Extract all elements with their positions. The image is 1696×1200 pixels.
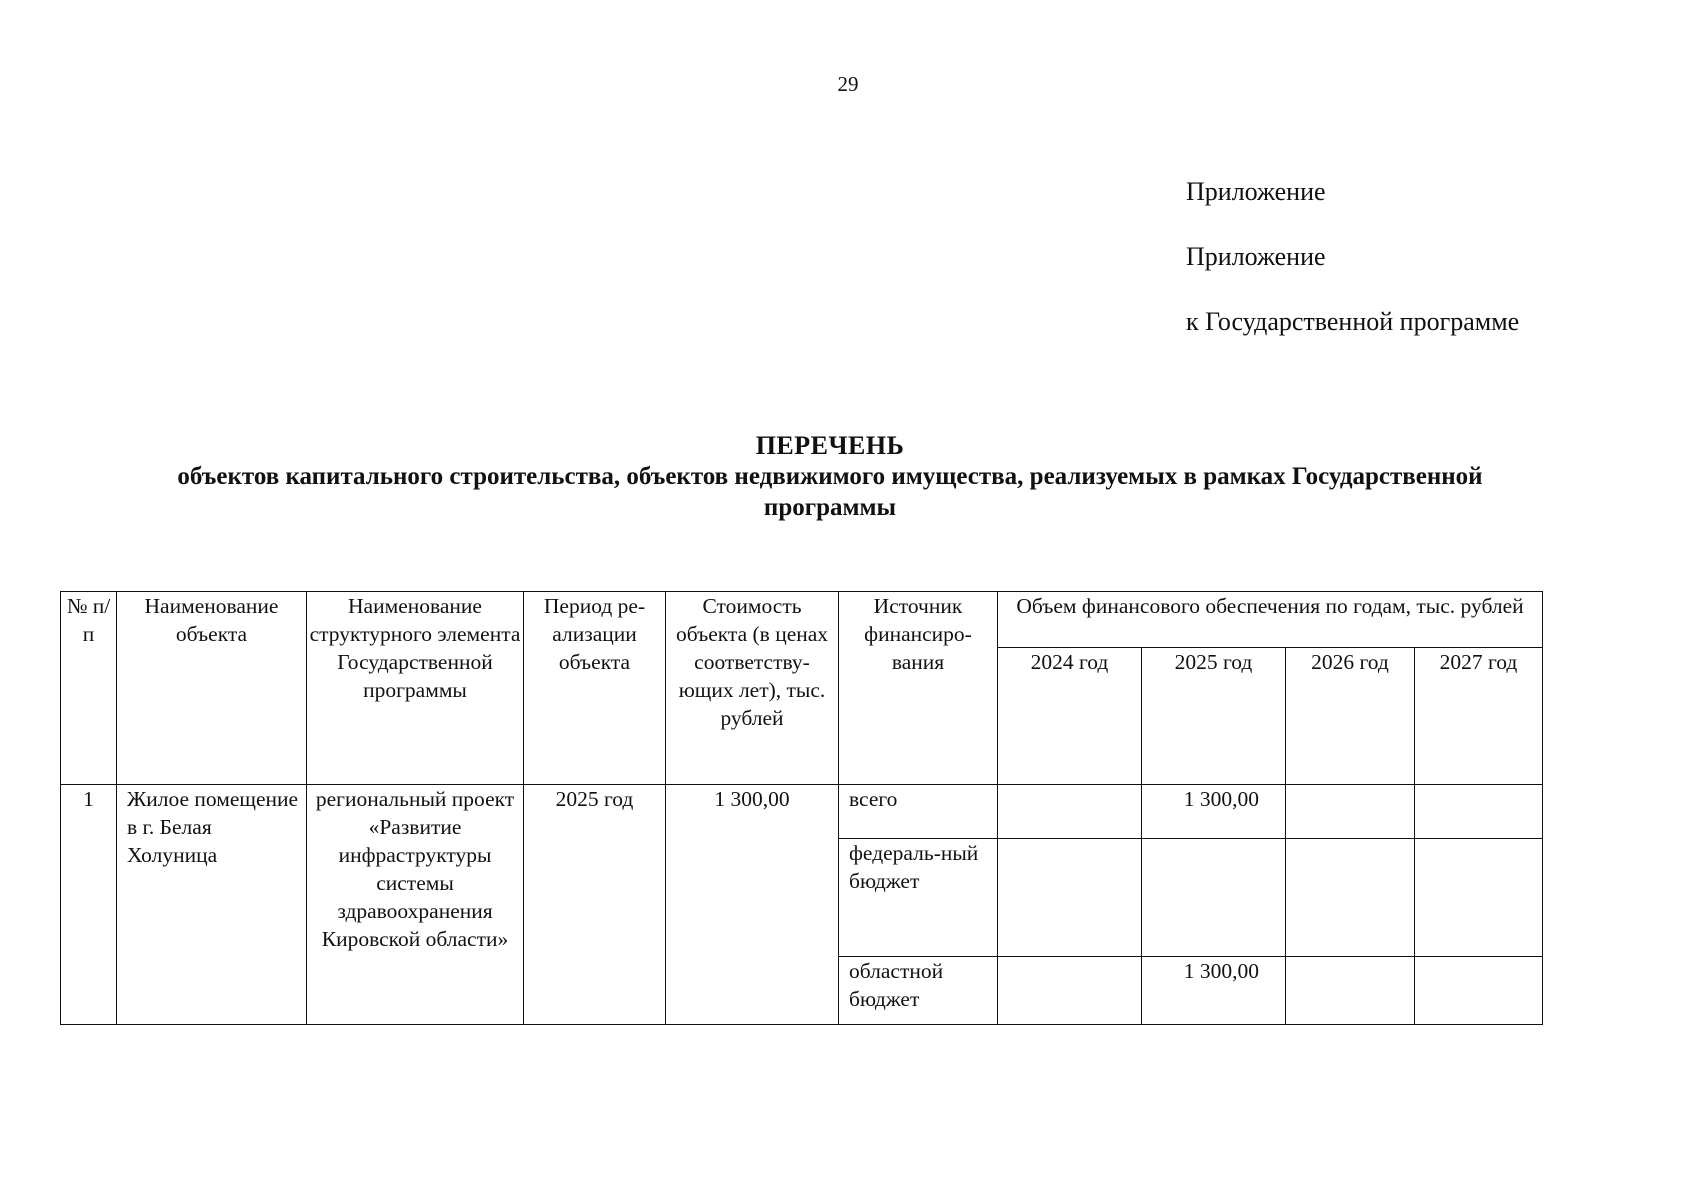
header-year-2024: 2024 год [998,648,1142,785]
cell-object-name: Жилое помещение в г. Белая Холуница [117,785,307,1025]
header-year-2026: 2026 год [1286,648,1415,785]
table-row [61,785,1543,839]
cell-regional-2027 [1415,957,1543,1025]
cell-total-2024 [998,785,1142,839]
page-number: 29 [837,72,859,96]
cell-regional-2024 [998,957,1142,1025]
cell-total-2025: 1 300,00 [1142,785,1286,839]
cell-period: 2025 год [524,785,666,1025]
document-title [120,430,1540,523]
appendix-line-2: Приложение [1186,242,1326,271]
objects-table [60,591,1543,1025]
cell-total-2027 [1415,785,1543,839]
title-main: ПЕРЕЧЕНЬ [755,431,905,460]
header-element-name: Наименование структурного элемента Государственной программы [307,592,524,785]
cell-federal-2027 [1415,839,1543,957]
cell-cost: 1 300,00 [666,785,839,1025]
cell-source-federal: федераль-ный бюджет [839,839,998,957]
cell-regional-2025: 1 300,00 [1142,957,1286,1025]
header-year-2027: 2027 год [1415,648,1543,785]
cell-source-total: всего [839,785,998,839]
header-cost: Стоимость объекта (в ценах соответству-ющих лет), тыс. рублей [666,592,839,785]
title-subtitle: объектов капитального строительства, объектов недвижимого имущества, реализуемых в рамках Государственной программы [177,463,1483,521]
cell-element-name: региональный проект «Развитие инфраструктуры системы здравоохранения Кировской области» [307,785,524,1025]
cell-num: 1 [61,785,117,1025]
cell-total-2026 [1286,785,1415,839]
header-source: Источник финансиро-вания [839,592,998,785]
appendix-line-3: к Государственной программе [1186,307,1520,336]
cell-federal-2026 [1286,839,1415,957]
appendix-line-1: Приложение [1186,177,1326,206]
header-object-name: Наименование объекта [117,592,307,785]
header-num: № п/п [61,592,117,785]
cell-federal-2024 [998,839,1142,957]
header-year-2025: 2025 год [1142,648,1286,785]
header-financing-group: Объем финансового обеспечения по годам, тыс. рублей [998,592,1543,648]
cell-regional-2026 [1286,957,1415,1025]
header-period: Период ре-ализации объекта [524,592,666,785]
cell-source-regional: областной бюджет [839,957,998,1025]
cell-federal-2025 [1142,839,1286,957]
